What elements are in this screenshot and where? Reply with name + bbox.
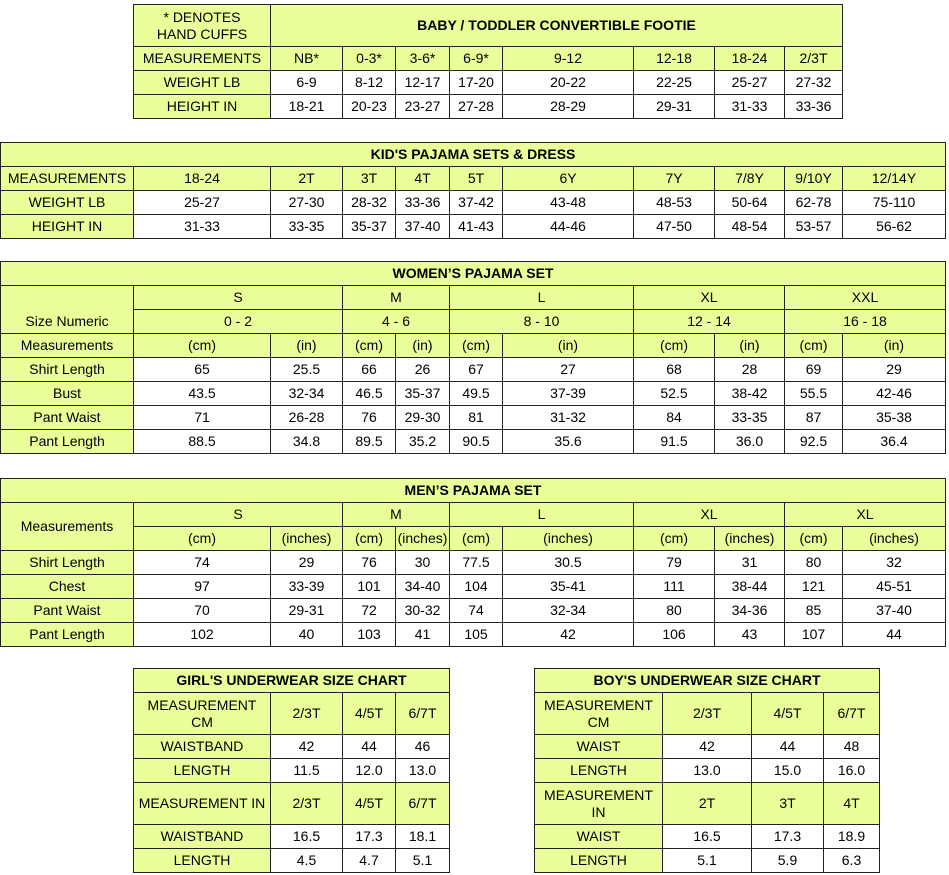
table-cell: 49.5 [450, 382, 503, 406]
unit-header: (inches) [715, 527, 785, 551]
table-cell: 27-30 [271, 191, 343, 215]
table-cell: 36.0 [715, 430, 785, 454]
size-header: S [134, 286, 343, 310]
table-cell: 20-23 [343, 95, 396, 119]
table-cell: 35.2 [396, 430, 450, 454]
table-cell: 43 [715, 623, 785, 647]
table-cell: 27 [503, 358, 634, 382]
boys-underwear-table [534, 668, 880, 873]
table-cell: 50-64 [715, 191, 785, 215]
table-cell: 37-40 [396, 215, 450, 239]
table-cell: 25.5 [271, 358, 343, 382]
table-cell: 35-38 [843, 406, 946, 430]
table-cell: 66 [343, 358, 396, 382]
table-cell: 22-25 [634, 71, 715, 95]
table-cell: 47-50 [634, 215, 715, 239]
size-header: 6/7T [824, 693, 880, 735]
table-cell: 88.5 [134, 430, 271, 454]
unit-header: (in) [715, 334, 785, 358]
table-cell: 33-35 [271, 215, 343, 239]
row-label: WEIGHT LB [134, 71, 271, 95]
table-cell: 5.1 [663, 849, 752, 873]
table-cell: 76 [343, 551, 396, 575]
unit-header: (inches) [271, 527, 343, 551]
unit-header: (cm) [634, 527, 715, 551]
table-cell: 89.5 [343, 430, 396, 454]
row-label: MEASUREMENT IN [535, 783, 663, 825]
row-label: MEASUREMENTS [1, 167, 134, 191]
table-cell: 44 [752, 735, 824, 759]
table-cell: 4.7 [343, 849, 396, 873]
row-label: LENGTH [134, 849, 271, 873]
girls-underwear-table [133, 668, 450, 873]
table-cell: 79 [634, 551, 715, 575]
table-cell: 104 [450, 575, 503, 599]
table-cell: 20-22 [503, 71, 634, 95]
table-cell: 17.3 [752, 825, 824, 849]
size-header: 4/5T [752, 693, 824, 735]
table-cell: 35-37 [343, 215, 396, 239]
table-cell: 23-27 [396, 95, 450, 119]
unit-header: (cm) [450, 334, 503, 358]
row-label: Chest [1, 575, 134, 599]
table-cell: 65 [134, 358, 271, 382]
unit-header: (cm) [134, 527, 271, 551]
table-cell: 55.5 [785, 382, 843, 406]
unit-header: (cm) [634, 334, 715, 358]
table-cell: 32-34 [271, 382, 343, 406]
table-cell: 36.4 [843, 430, 946, 454]
size-header: 6/7T [396, 693, 450, 735]
mens-table-title: MEN’S PAJAMA SET [1, 479, 946, 503]
size-header: 12-18 [634, 47, 715, 71]
girls-table-title: GIRL'S UNDERWEAR SIZE CHART [134, 669, 450, 693]
table-cell: 33-39 [271, 575, 343, 599]
table-cell: 80 [785, 551, 843, 575]
table-cell: 121 [785, 575, 843, 599]
row-label: MEASUREMENT CM [535, 693, 663, 735]
size-header: 6Y [503, 167, 634, 191]
table-cell: 32 [843, 551, 946, 575]
table-cell: 38-44 [715, 575, 785, 599]
table-cell: 17-20 [450, 71, 503, 95]
row-label: HEIGHT IN [1, 215, 134, 239]
table-cell: 13.0 [663, 759, 752, 783]
size-header: 7Y [634, 167, 715, 191]
size-header: 3-6* [396, 47, 450, 71]
table-cell: 35-37 [396, 382, 450, 406]
table-cell: 80 [634, 599, 715, 623]
table-cell: 8-12 [343, 71, 396, 95]
table-cell: 42 [503, 623, 634, 647]
size-header: 9-12 [503, 47, 634, 71]
table-cell: 84 [634, 406, 715, 430]
table-cell: 35-41 [503, 575, 634, 599]
table-cell: 74 [450, 599, 503, 623]
size-header: 5T [450, 167, 503, 191]
table-cell: 12-17 [396, 71, 450, 95]
unit-header: (cm) [785, 527, 843, 551]
table-cell: 17.3 [343, 825, 396, 849]
table-cell: 6.3 [824, 849, 880, 873]
table-cell: 4.5 [271, 849, 343, 873]
kids-pajama-table [0, 142, 946, 239]
table-cell: 48 [824, 735, 880, 759]
table-cell: 18.1 [396, 825, 450, 849]
row-label: Size Numeric [1, 310, 134, 334]
table-cell: 69 [785, 358, 843, 382]
table-cell: 62-78 [785, 191, 843, 215]
table-cell: 74 [134, 551, 271, 575]
size-numeric: 0 - 2 [134, 310, 343, 334]
table-cell: 46 [396, 735, 450, 759]
table-cell: 41 [396, 623, 450, 647]
table-cell: 18.9 [824, 825, 880, 849]
table-cell: 42 [271, 735, 343, 759]
size-header: 4/5T [343, 693, 396, 735]
table-cell: 16.5 [663, 825, 752, 849]
table-cell: 42 [663, 735, 752, 759]
table-cell: 15.0 [752, 759, 824, 783]
row-label: Measurements [1, 503, 134, 551]
womens-table-title: WOMEN’S PAJAMA SET [1, 262, 946, 286]
size-header: 6/7T [396, 783, 450, 825]
row-label: LENGTH [535, 849, 663, 873]
size-header: 4T [824, 783, 880, 825]
table-cell: 28-29 [503, 95, 634, 119]
baby-table-title: BABY / TODDLER CONVERTIBLE FOOTIE [271, 5, 843, 47]
row-label: WAIST [535, 825, 663, 849]
row-label: WEIGHT LB [1, 191, 134, 215]
table-cell: 29 [271, 551, 343, 575]
size-header: 2T [271, 167, 343, 191]
table-cell: 29-31 [271, 599, 343, 623]
table-cell: 30.5 [503, 551, 634, 575]
table-cell: 25-27 [715, 71, 785, 95]
size-header: 2T [663, 783, 752, 825]
table-cell: 33-36 [396, 191, 450, 215]
unit-header: (cm) [343, 527, 396, 551]
table-cell: 92.5 [785, 430, 843, 454]
unit-header: (in) [271, 334, 343, 358]
row-label: Pant Length [1, 623, 134, 647]
table-cell: 28 [715, 358, 785, 382]
size-header: L [450, 503, 634, 527]
table-cell: 56-62 [843, 215, 946, 239]
table-cell: 107 [785, 623, 843, 647]
size-header: XL [634, 286, 785, 310]
size-header: 6-9* [450, 47, 503, 71]
size-header: XL [634, 503, 785, 527]
table-cell: 48-54 [715, 215, 785, 239]
unit-header: (cm) [343, 334, 396, 358]
size-header: 2/3T [271, 693, 343, 735]
table-cell: 25-27 [134, 191, 271, 215]
table-cell: 43-48 [503, 191, 634, 215]
size-header: 12/14Y [843, 167, 946, 191]
table-cell: 5.9 [752, 849, 824, 873]
table-cell: 18-21 [271, 95, 343, 119]
table-cell: 37-42 [450, 191, 503, 215]
unit-header: (inches) [503, 527, 634, 551]
unit-header: (inches) [843, 527, 946, 551]
table-cell: 67 [450, 358, 503, 382]
table-cell: 44 [343, 735, 396, 759]
row-label: MEASUREMENT IN [134, 783, 271, 825]
table-cell: 31 [715, 551, 785, 575]
table-cell: 37-40 [843, 599, 946, 623]
table-cell: 34-40 [396, 575, 450, 599]
size-header: 2/3T [663, 693, 752, 735]
table-cell: 27-28 [450, 95, 503, 119]
row-label: WAISTBAND [134, 825, 271, 849]
table-cell: 12.0 [343, 759, 396, 783]
table-cell: 101 [343, 575, 396, 599]
table-cell: 26-28 [271, 406, 343, 430]
table-cell: 30 [396, 551, 450, 575]
unit-header: (cm) [785, 334, 843, 358]
unit-header: (inches) [396, 527, 450, 551]
size-numeric: 16 - 18 [785, 310, 946, 334]
size-header: 7/8Y [715, 167, 785, 191]
table-cell: 105 [450, 623, 503, 647]
boys-table-title: BOY'S UNDERWEAR SIZE CHART [535, 669, 880, 693]
table-cell: 87 [785, 406, 843, 430]
size-header: S [134, 503, 343, 527]
table-cell: 29-30 [396, 406, 450, 430]
size-header: 2/3T [785, 47, 843, 71]
table-cell: 52.5 [634, 382, 715, 406]
table-cell: 31-33 [134, 215, 271, 239]
size-header: XXL [785, 286, 946, 310]
table-cell: 38-42 [715, 382, 785, 406]
row-label: Shirt Length [1, 551, 134, 575]
row-label: Measurements [1, 334, 134, 358]
row-label: MEASUREMENT CM [134, 693, 271, 735]
table-cell: 16.5 [271, 825, 343, 849]
table-cell: 30-32 [396, 599, 450, 623]
blank-cell [1, 286, 134, 310]
mens-pajama-table [0, 478, 946, 647]
unit-header: (in) [503, 334, 634, 358]
table-cell: 34.8 [271, 430, 343, 454]
unit-header: (in) [843, 334, 946, 358]
size-header: NB* [271, 47, 343, 71]
size-header: 4/5T [343, 783, 396, 825]
row-label: HEIGHT IN [134, 95, 271, 119]
table-cell: 76 [343, 406, 396, 430]
table-cell: 40 [271, 623, 343, 647]
size-header: 4T [396, 167, 450, 191]
table-cell: 72 [343, 599, 396, 623]
womens-pajama-table [0, 261, 946, 454]
table-cell: 90.5 [450, 430, 503, 454]
unit-header: (in) [396, 334, 450, 358]
table-cell: 111 [634, 575, 715, 599]
size-header: L [450, 286, 634, 310]
row-label: MEASUREMENTS [134, 47, 271, 71]
table-cell: 27-32 [785, 71, 843, 95]
row-label: Pant Waist [1, 406, 134, 430]
table-cell: 34-36 [715, 599, 785, 623]
table-cell: 32-34 [503, 599, 634, 623]
table-cell: 31-33 [715, 95, 785, 119]
table-cell: 85 [785, 599, 843, 623]
table-cell: 44-46 [503, 215, 634, 239]
row-label: Bust [1, 382, 134, 406]
table-cell: 6-9 [271, 71, 343, 95]
table-cell: 37-39 [503, 382, 634, 406]
table-cell: 35.6 [503, 430, 634, 454]
table-cell: 41-43 [450, 215, 503, 239]
table-cell: 5.1 [396, 849, 450, 873]
table-cell: 91.5 [634, 430, 715, 454]
table-cell: 53-57 [785, 215, 843, 239]
size-header: 0-3* [343, 47, 396, 71]
table-cell: 81 [450, 406, 503, 430]
size-header: 3T [343, 167, 396, 191]
row-label: WAISTBAND [134, 735, 271, 759]
table-cell: 70 [134, 599, 271, 623]
table-cell: 106 [634, 623, 715, 647]
row-label: Shirt Length [1, 358, 134, 382]
size-header: 9/10Y [785, 167, 843, 191]
table-cell: 48-53 [634, 191, 715, 215]
baby-footie-table [133, 4, 843, 119]
unit-header: (cm) [134, 334, 271, 358]
table-cell: 31-32 [503, 406, 634, 430]
table-cell: 45-51 [843, 575, 946, 599]
unit-header: (cm) [450, 527, 503, 551]
row-label: Pant Waist [1, 599, 134, 623]
table-cell: 97 [134, 575, 271, 599]
table-cell: 46.5 [343, 382, 396, 406]
table-cell: 16.0 [824, 759, 880, 783]
size-header: M [343, 503, 450, 527]
table-cell: 77.5 [450, 551, 503, 575]
table-cell: 42-46 [843, 382, 946, 406]
table-cell: 33-36 [785, 95, 843, 119]
size-header: 18-24 [715, 47, 785, 71]
table-cell: 44 [843, 623, 946, 647]
table-cell: 68 [634, 358, 715, 382]
size-header: 18-24 [134, 167, 271, 191]
row-label: Pant Length [1, 430, 134, 454]
table-cell: 103 [343, 623, 396, 647]
table-cell: 26 [396, 358, 450, 382]
table-cell: 11.5 [271, 759, 343, 783]
table-cell: 75-110 [843, 191, 946, 215]
row-label: LENGTH [535, 759, 663, 783]
size-numeric: 4 - 6 [343, 310, 450, 334]
table-cell: 28-32 [343, 191, 396, 215]
size-header: M [343, 286, 450, 310]
kids-table-title: KID'S PAJAMA SETS & DRESS [1, 143, 946, 167]
table-cell: 71 [134, 406, 271, 430]
table-cell: 29 [843, 358, 946, 382]
size-header: XL [785, 503, 946, 527]
size-header: 2/3T [271, 783, 343, 825]
size-numeric: 12 - 14 [634, 310, 785, 334]
size-numeric: 8 - 10 [450, 310, 634, 334]
row-label: WAIST [535, 735, 663, 759]
table-cell: 29-31 [634, 95, 715, 119]
size-header: 3T [752, 783, 824, 825]
table-cell: 102 [134, 623, 271, 647]
hand-cuffs-note: * DENOTES HAND CUFFS [134, 5, 271, 47]
row-label: LENGTH [134, 759, 271, 783]
table-cell: 13.0 [396, 759, 450, 783]
table-cell: 33-35 [715, 406, 785, 430]
table-cell: 43.5 [134, 382, 271, 406]
